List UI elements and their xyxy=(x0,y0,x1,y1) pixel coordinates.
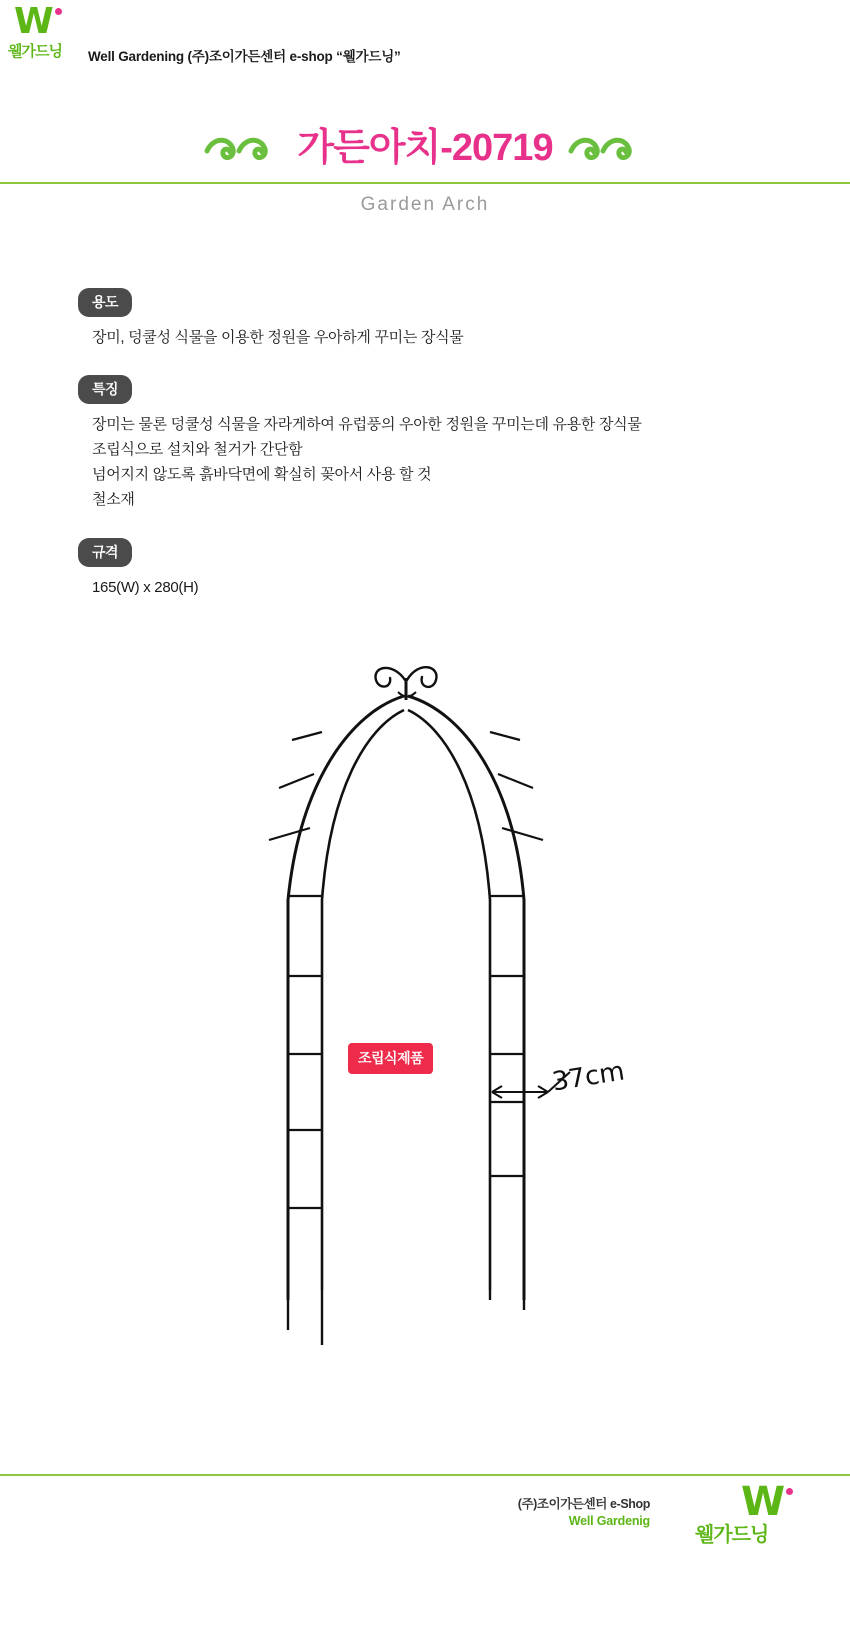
footer-line-1: (주)조이가든센터 e-Shop xyxy=(517,1497,650,1511)
footer-logo-w-mark: W xyxy=(741,1479,784,1525)
page-footer xyxy=(0,1479,850,1590)
section-usage xyxy=(0,288,850,350)
page-header xyxy=(0,0,850,92)
page-subtitle: Garden Arch xyxy=(360,194,490,215)
section-body-size xyxy=(92,575,850,600)
section-tag-size: 규격 xyxy=(78,538,132,567)
logo-w-mark: W xyxy=(14,1,52,42)
logo-dot-icon xyxy=(55,8,62,15)
body-line: 165(W) x 280(H) xyxy=(92,579,199,596)
section-body-usage xyxy=(92,325,850,350)
section-tag-row xyxy=(78,288,850,317)
footer-company-text xyxy=(518,1496,650,1530)
section-tag-row xyxy=(78,375,850,404)
section-tag-row xyxy=(78,538,850,567)
garden-arch-illustration xyxy=(0,600,850,1380)
body-line: 넘어지지 않도록 흙바닥면에 확실히 꽂아서 사용 할 것 xyxy=(92,466,432,483)
swirl-left-icon xyxy=(203,131,283,165)
swirl-right-icon xyxy=(567,131,647,165)
footer-logo-korean-text: 웰가드닝 xyxy=(695,1524,769,1546)
product-image xyxy=(0,600,850,1380)
header-title-text: Well Gardening (주)조이가든센터 e-shop “웰가드닝” xyxy=(88,49,401,64)
assembly-badge: 조립식제품 xyxy=(348,1043,433,1074)
brand-logo xyxy=(8,1,78,66)
body-line: 장미는 물론 덩쿨성 식물을 자라게하여 유럽풍의 우아한 정원을 꾸미는데 유용한 장식물 xyxy=(92,416,642,433)
section-tag-usage: 용도 xyxy=(78,288,132,317)
body-line: 철소재 xyxy=(92,491,135,508)
footer-divider xyxy=(0,1474,850,1476)
footer-logo-dot-icon xyxy=(786,1488,793,1495)
logo-korean-text: 웰가드닝 xyxy=(8,43,62,60)
body-line: 조립식으로 설치와 철거가 간단함 xyxy=(92,441,303,458)
section-features xyxy=(0,375,850,512)
title-block xyxy=(0,120,850,215)
title-divider xyxy=(0,182,850,184)
section-tag-features: 특징 xyxy=(78,375,132,404)
footer-logo xyxy=(653,1479,838,1548)
title-row xyxy=(0,120,850,176)
body-line: 장미, 덩쿨성 식물을 이용한 정원을 우아하게 꾸미는 장식물 xyxy=(92,329,464,346)
section-body-features xyxy=(92,412,850,512)
footer-line-2: Well Gardenig xyxy=(568,1514,650,1528)
section-size xyxy=(0,538,850,600)
page-title: 가든아치-20719 xyxy=(297,127,553,169)
dimension-label: 37cm xyxy=(550,1056,627,1098)
